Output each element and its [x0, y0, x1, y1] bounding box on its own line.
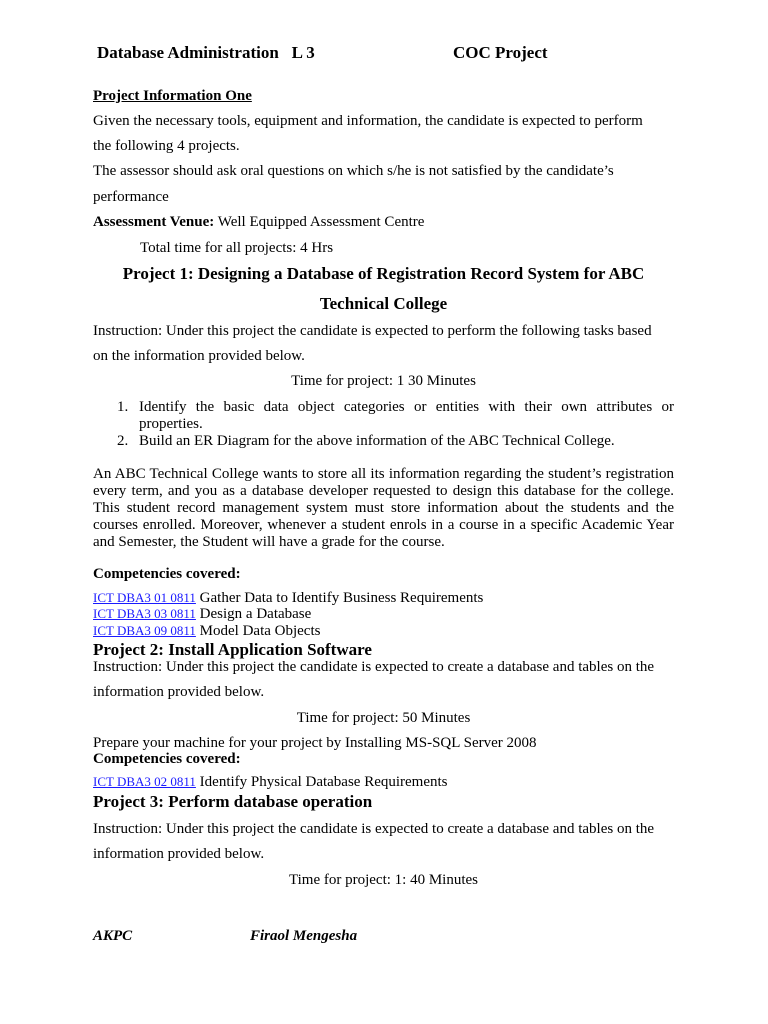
competency-name: Model Data Objects [195, 623, 321, 639]
project1-task-list [117, 399, 674, 450]
venue-value: Well Equipped Assessment Centre [214, 214, 425, 230]
competency-item [93, 774, 448, 791]
task-text: Build an ER Diagram for the above information of the ABC Technical College. [139, 433, 615, 449]
project3-title: Project 3: Perform database operation [93, 792, 373, 811]
list-item [117, 433, 674, 450]
task-number: 2. [117, 433, 129, 449]
project3-instruction-line-2: information provided below. [93, 846, 265, 862]
competency-name: Gather Data to Identify Business Requirements [195, 590, 484, 606]
total-time: Total time for all projects: 4 Hrs [140, 240, 334, 256]
project2-competencies-label: Competencies covered: [93, 751, 241, 767]
task-number: 1. [117, 399, 129, 415]
project2-title: Project 2: Install Application Software [93, 640, 372, 659]
course-level: L 3 [291, 43, 315, 62]
competency-name: Design a Database [195, 606, 312, 622]
project1-instruction-line-2: on the information provided below. [93, 348, 305, 364]
intro-heading: Project Information One [93, 88, 252, 104]
competency-item [93, 606, 311, 623]
project2-prepare: Prepare your machine for your project by Installing MS-SQL Server 2008 [93, 735, 537, 751]
competency-name: Identify Physical Database Requirements [195, 774, 448, 790]
list-item [117, 399, 674, 433]
assessment-venue [93, 214, 424, 231]
footer-org: AKPC [93, 928, 133, 944]
project1-description: An ABC Technical College wants to store all its information regarding the student’s registration every term, and you as a database developer requested to design this database for the college. This student record management system must store information about the students and the courses enrolled. Moreover, whenever a student enrols in a course in a specific Academic Year and Semester, the Student will have a grade for the course. [93, 466, 674, 550]
task-text: Identify the basic data object categories or entities with their own attributes or properties. [139, 399, 674, 432]
competency-code-link[interactable]: ICT DBA3 03 0811 [93, 606, 196, 621]
header-project-label: COC Project [453, 43, 548, 62]
project3-instruction-line-1: Instruction: Under this project the candidate is expected to create a database and tables on the [93, 821, 655, 837]
intro-line-2: the following 4 projects. [93, 138, 240, 154]
project2-instruction-line-2: information provided below. [93, 684, 265, 700]
course-title: Database Administration [97, 43, 279, 62]
project1-title-line-1: Project 1: Designing a Database of Registration Record System for ABC [122, 264, 645, 283]
project2-instruction-line-1: Instruction: Under this project the candidate is expected to create a database and tables on the [93, 659, 655, 675]
project3-time: Time for project: 1: 40 Minutes [288, 872, 479, 888]
intro-line-3: The assessor should ask oral questions on which s/he is not satisfied by the candidate’s [93, 163, 614, 179]
intro-line-1: Given the necessary tools, equipment and information, the candidate is expected to perform [93, 113, 643, 129]
competency-code-link[interactable]: ICT DBA3 02 0811 [93, 774, 196, 789]
header-course [97, 43, 315, 63]
competency-item [93, 623, 320, 640]
project1-time: Time for project: 1 30 Minutes [291, 373, 476, 389]
project1-instruction-line-1: Instruction: Under this project the candidate is expected to perform the following tasks based [93, 323, 652, 339]
footer-author: Firaol Mengesha [250, 928, 358, 944]
competency-code-link[interactable]: ICT DBA3 01 0811 [93, 590, 196, 605]
project2-time: Time for project: 50 Minutes [296, 710, 471, 726]
project1-title-line-2: Technical College [319, 294, 448, 313]
competency-item [93, 590, 483, 607]
project1-competencies-label: Competencies covered: [93, 566, 241, 582]
competency-code-link[interactable]: ICT DBA3 09 0811 [93, 623, 196, 638]
venue-label: Assessment Venue: [93, 214, 215, 230]
intro-line-4: performance [93, 189, 169, 205]
